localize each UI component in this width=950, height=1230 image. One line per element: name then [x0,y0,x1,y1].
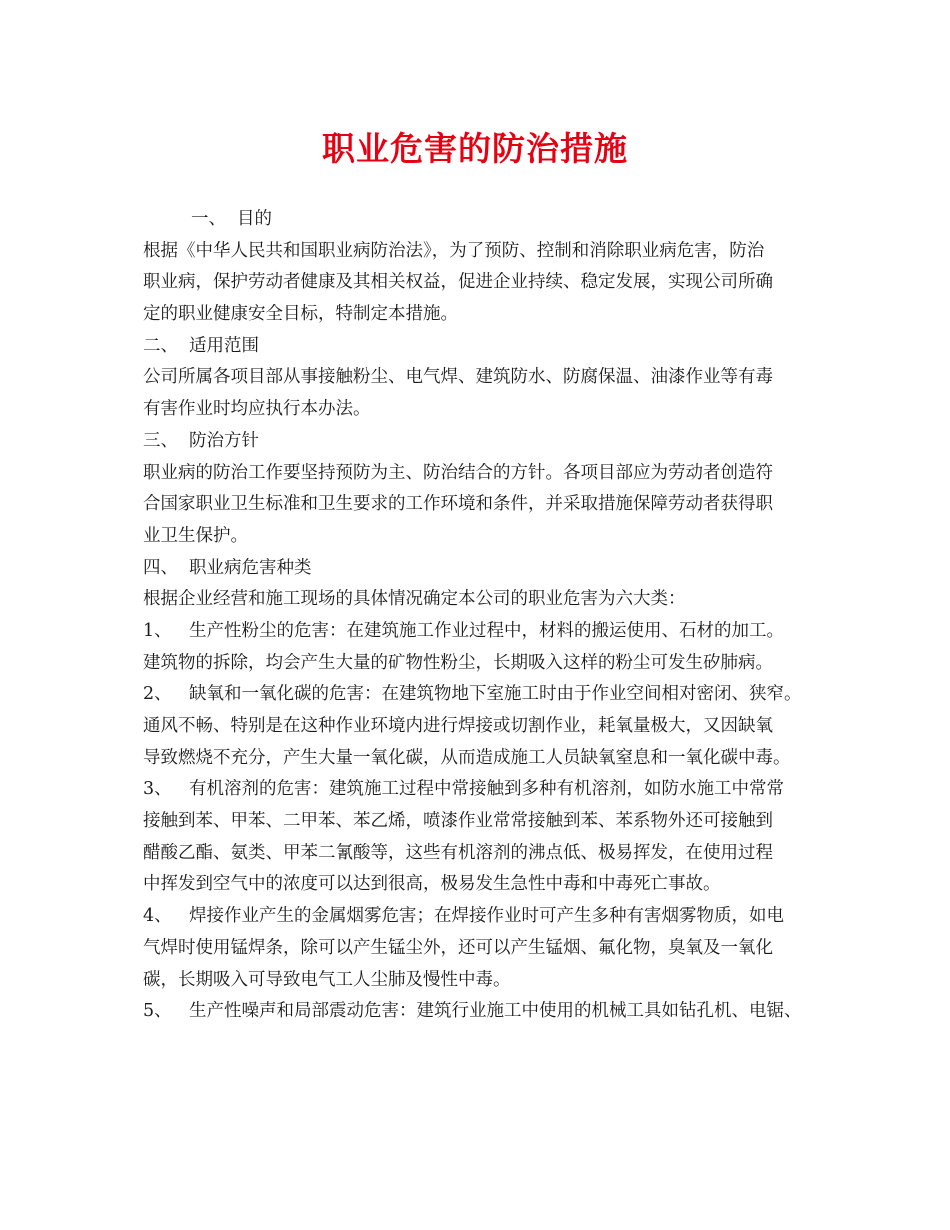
line-number: 3、 [143,779,172,800]
paragraph-line [143,648,833,680]
paragraph-line [143,362,833,394]
line-number: 三、 [143,430,178,451]
line-text: 焊接作业产生的金属烟雾危害；在焊接作业时可产生多种有害烟雾物质，如电 [189,906,784,927]
line-text: 通风不畅、特别是在这种作业环境内进行焊接或切割作业，耗氧量极大，又因缺氧 [143,716,773,736]
section-line [143,204,833,236]
line-text: 公司所属各项目部从事接触粉尘、电气焊、建筑防水、防腐保温、油漆作业等有毒 [143,367,773,388]
line-text: 适用范围 [189,335,259,356]
paragraph-line [143,236,833,268]
line-text: 接触到苯、甲苯、二甲苯、苯乙烯，喷漆作业常常接触到苯、苯系物外还可接触到 [143,811,773,832]
line-number: 5、 [143,1001,172,1022]
line-text: 气焊时使用锰焊条，除可以产生锰尘外，还可以产生锰烟、氟化物，臭氧及一氧化 [143,937,773,958]
line-text: 导致燃烧不充分，产生大量一氧化碳，从而造成施工人员缺氧窒息和一氧化碳中毒。 [143,747,791,768]
section-line [143,553,833,585]
section-line [143,616,833,648]
line-text: 缺氧和一氧化碳的危害：在建筑物地下室施工时由于作业空间相对密闭、狭窄。 [189,684,802,705]
paragraph-line [143,267,833,299]
line-text: 根据企业经营和施工现场的具体情况确定本公司的职业危害为六大类： [143,589,686,610]
line-text: 职业病的防治工作要坚持预防为主、防治结合的方针。各项目部应为劳动者创造符 [143,462,773,483]
section-line [143,901,833,933]
paragraph-line [143,933,833,965]
line-text: 定的职业健康安全目标，特制定本措施。 [143,304,458,325]
line-number: 2、 [143,684,172,705]
paragraph-line [143,838,833,870]
line-text: 职业病危害种类 [189,557,312,578]
line-number: 二、 [143,335,178,356]
section-line [143,774,833,806]
line-text: 合国家职业卫生标准和卫生要求的工作环境和条件，并采取措施保障劳动者获得职 [143,494,773,515]
section-line [143,331,833,363]
line-text: 防治方针 [189,430,259,451]
paragraph-line [143,584,833,616]
line-text: 职业病，保护劳动者健康及其相关权益，促进企业持续、稳定发展，实现公司所确 [143,272,773,293]
section-line [143,996,833,1028]
line-number: 一、 [191,209,226,229]
line-text: 有害作业时均应执行本办法。 [143,399,371,420]
line-number: 四、 [143,557,178,578]
line-text: 建筑物的拆除，均会产生大量的矿物性粉尘，长期吸入这样的粉尘可发生矽肺病。 [143,652,773,673]
line-text: 根据《中华人民共和国职业病防治法》，为了预防、控制和消除职业病危害，防治 [143,240,765,261]
paragraph-line [143,869,833,901]
line-number: 4、 [143,906,172,927]
line-text: 中挥发到空气中的浓度可以达到很高，极易发生急性中毒和中毒死亡事故。 [143,874,721,895]
paragraph-line [143,711,833,743]
document-title: 职业危害的防治措施 [322,129,628,168]
section-line [143,426,833,458]
line-text: 碳，长期吸入可导致电气工人尘肺及慢性中毒。 [143,969,511,990]
paragraph-line [143,299,833,331]
line-text: 生产性粉尘的危害：在建筑施工作业过程中，材料的搬运使用、石材的加工。 [189,620,784,641]
line-text: 生产性噪声和局部震动危害：建筑行业施工中使用的机械工具如钻孔机、电锯、 [189,1001,802,1022]
line-text: 醋酸乙酯、氨类、甲苯二氰酸等，这些有机溶剂的沸点低、极易挥发，在使用过程 [143,842,773,863]
paragraph-line [143,489,833,521]
line-text: 有机溶剂的危害：建筑施工过程中常接触到多种有机溶剂，如防水施工中常常 [189,779,784,800]
paragraph-line [143,458,833,490]
document-body [143,204,833,1028]
line-text: 目的 [237,209,272,229]
line-number: 1、 [143,620,172,641]
paragraph-line [143,965,833,997]
paragraph-line [143,806,833,838]
paragraph-line [143,743,833,775]
paragraph-line [143,394,833,426]
line-text: 业卫生保护。 [143,525,248,546]
section-line [143,679,833,711]
paragraph-line [143,521,833,553]
